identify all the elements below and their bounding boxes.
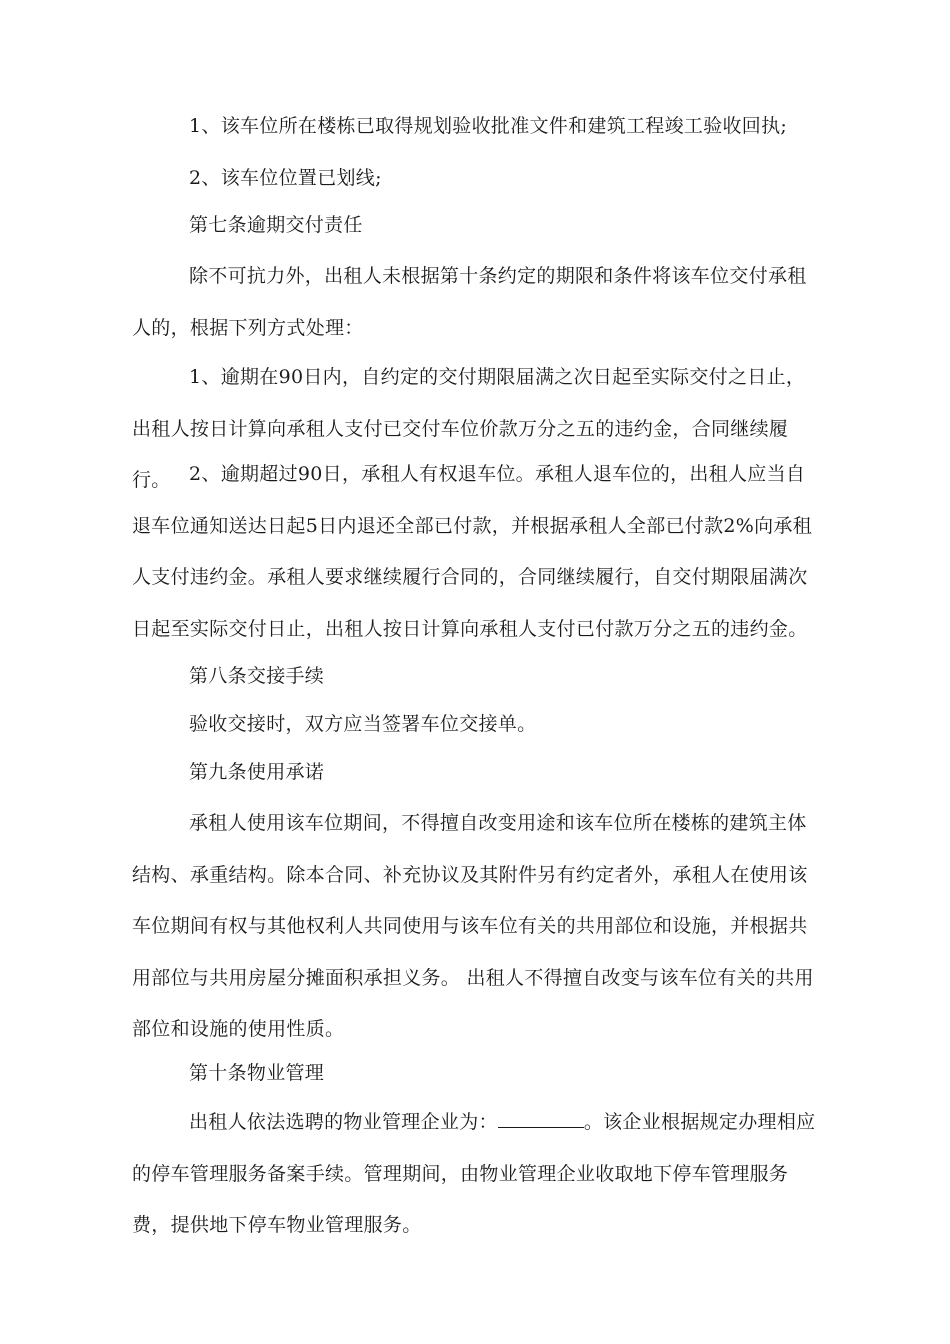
fill-in-blank (498, 1109, 584, 1128)
heading-article-7: 第七条逾期交付责任 (189, 214, 363, 236)
paragraph-article-7-intro: 除不可抗力外，出租人未根据第十条约定的期限和条件将该车位交付承租人的，根据下列方式处理： (132, 265, 807, 339)
text-before-blank: 出租人依法选聘的物业管理企业为： (189, 1111, 498, 1133)
clause-item-1: 1、该车位所在楼栋已取得规划验收批准文件和建筑工程竣工验收回执; (189, 115, 788, 137)
heading-article-9: 第九条使用承诺 (189, 761, 325, 783)
heading-article-8: 第八条交接手续 (189, 665, 325, 687)
paragraph-article-7-item-1: 1、逾期在90日内，自约定的交付期限届满之次日起至实际交付之日止，出租人按日计算向承租人支付已交付车位价款万分之五的违约金，合同继续履行。 (132, 366, 806, 491)
paragraph-article-10 (132, 1097, 824, 1252)
clause-item-2: 2、该车位位置已划线; (189, 167, 382, 189)
paragraph-article-7-item-2: 2、逾期超过90日，承租人有权退车位。承租人退车位的，出租人应当自退车位通知送达日起5日内退还全部已付款，并根据承租人全部已付款2%向承租人支付违约金。承租人要求继续履行合同的，合同继续履行，自交付期限届满次日起至实际交付日止，出租人按日计算向承租人支付已付款万分之五的违约金。 (132, 463, 813, 640)
paragraph-article-9: 承租人使用该车位期间，不得擅自改变用途和该车位所在楼栋的建筑主体结构、承重结构。除本合同、补充协议及其附件另有约定者外，承租人在使用该车位期间有权与其他权利人共同使用与该车位有关的共用部位和设施，并根据共用部位与共用房屋分摊面积承担义务。 出租人不得擅自改变与该车位有关的共用部位和设施的使用性质。 (132, 812, 814, 1040)
heading-article-10: 第十条物业管理 (189, 1062, 325, 1084)
paragraph-article-8: 验收交接时，双方应当签署车位交接单。 (189, 713, 537, 735)
text-after-blank: 。该企业根据规定办理相应的停车管理服务备案手续。管理期间，由物业管理企业收取地下停车管理服务费，提供地下停车物业管理服务。 (132, 1111, 816, 1236)
